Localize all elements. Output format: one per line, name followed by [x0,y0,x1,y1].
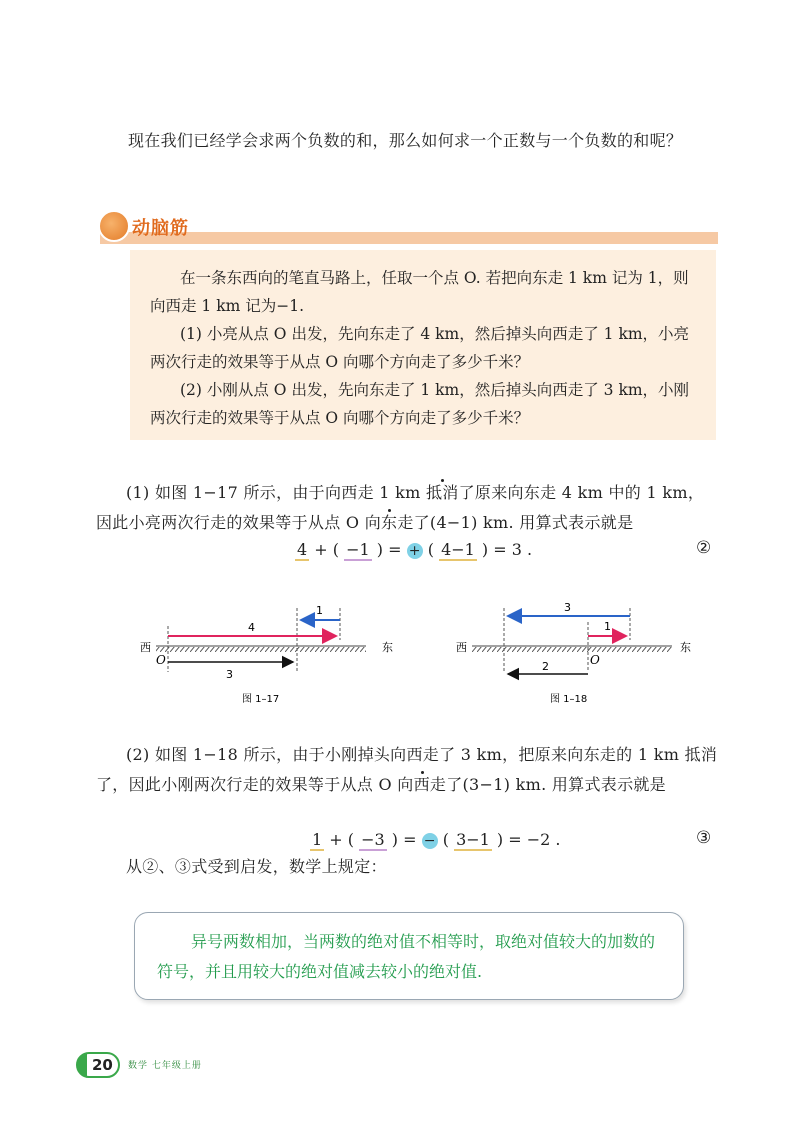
fig18-east-length: 1 [604,620,611,633]
formula-3-term-1: 1 [312,830,323,849]
explanation-1-text-e: 走了(4−1) km. 用算式表示就是 [397,513,634,532]
formula-2-term-3: −1 [346,540,370,559]
fig17-result-length: 3 [226,668,233,681]
explanation-1-text-a: (1) 如图 1−17 所示，由于向西走 1 km [126,483,426,502]
equation-number-2: ② [696,538,712,558]
fig17-road [156,647,366,652]
fig18-east-label: 东 [680,641,691,654]
formula-3-term-3: −3 [361,830,385,849]
explanation-2 [96,740,720,800]
formula-2 [295,540,532,559]
figure-1-18 [452,598,702,708]
rule-text: 异号两数相加，当两数的绝对值不相等时，取绝对值较大的加数的符号，并且用较大的绝对值减去较小的绝对值. [157,932,656,981]
formula-3-part-7: ) = −2 . [496,830,561,849]
formula-3-part-4: ) = [391,830,417,849]
thinking-question-1: (1) 小亮从点 O 出发，先向东走了 4 km，然后掉头向西走了 1 km，小亮两次行走的效果等于从点 O 向哪个方向走了多少千米？ [150,325,690,371]
fig17-west-label: 西 [140,641,151,654]
formula-2-part-4: ) = [376,540,402,559]
fig18-result-length: 2 [542,660,549,673]
page-number-badge [76,1052,120,1078]
explanation-2-text-a: (2) 如图 1−18 所示，由于小刚掉头向西走了 3 km，把原来向东走的 1 km 抵消了，因此小刚两次行走的效果等于从点 O 向 [96,745,718,794]
explanation-1-emphasis-offset: 抵消 [425,483,459,502]
fig18-caption: 图 1–18 [550,694,588,705]
rule-box [134,912,684,1000]
thinking-title: 动脑筋 [132,218,189,239]
page-number: 20 [92,1056,113,1074]
fig17-east-label: 东 [382,641,393,654]
explanation-1-text-c: 了原来向东走 4 km 中的 1 km，因此小亮两次行走的效果等于从点 O 向 [96,483,705,532]
explanation-1 [96,478,720,538]
equation-number-3: ③ [696,828,712,848]
fig18-origin-label: O [590,653,600,667]
thinking-question-2: (2) 小刚从点 O 出发，先向东走了 1 km，然后掉头向西走了 3 km，小刚两次行走的效果等于从点 O 向哪个方向走了多少千米？ [150,381,690,427]
thinking-intro: 在一条东西向的笔直马路上，任取一个点 O. 若把向东走 1 km 记为 1，则向西走 1 km 记为−1. [150,269,689,315]
book-title: 数学 七年级上册 [128,1061,202,1071]
formula-2-part-2: + ( [314,540,340,559]
fig17-west-length: 1 [316,604,323,617]
formula-2-term-6: 4−1 [441,540,475,559]
formula-3-part-5: ( [442,830,449,849]
page-footer [76,1052,276,1078]
fig18-west-label: 西 [456,641,467,654]
intro-paragraph: 现在我们已经学会求两个负数的和，那么如何求一个正数与一个负数的和呢？ [128,131,683,150]
fig17-origin-label: O [156,653,166,667]
rule-lead-in: 从②、③式受到启发，数学上规定： [126,857,387,876]
formula-2-term-1: 4 [297,540,308,559]
formula-2-part-7: ) = 3 . [481,540,533,559]
formula-2-sign: + [407,543,423,559]
formula-2-part-5: ( [427,540,434,559]
explanation-2-emphasis-west: 西 [413,775,430,794]
fig17-east-length: 4 [248,621,255,634]
fig18-west-length: 3 [564,601,571,614]
explanation-1-emphasis-east: 东 [381,513,398,532]
figure-1-17 [130,598,410,708]
thinking-box [130,250,716,440]
formula-3-part-2: + ( [329,830,355,849]
formula-3-term-6: 3−1 [456,830,490,849]
fig18-road [472,647,672,652]
fig17-caption: 图 1–17 [242,694,280,705]
thinking-gear-icon [98,210,130,242]
formula-3-sign: − [422,833,438,849]
formula-3 [310,830,561,849]
thinking-header-bar [100,232,718,244]
explanation-2-text-c: 走了(3−1) km. 用算式表示就是 [429,775,666,794]
